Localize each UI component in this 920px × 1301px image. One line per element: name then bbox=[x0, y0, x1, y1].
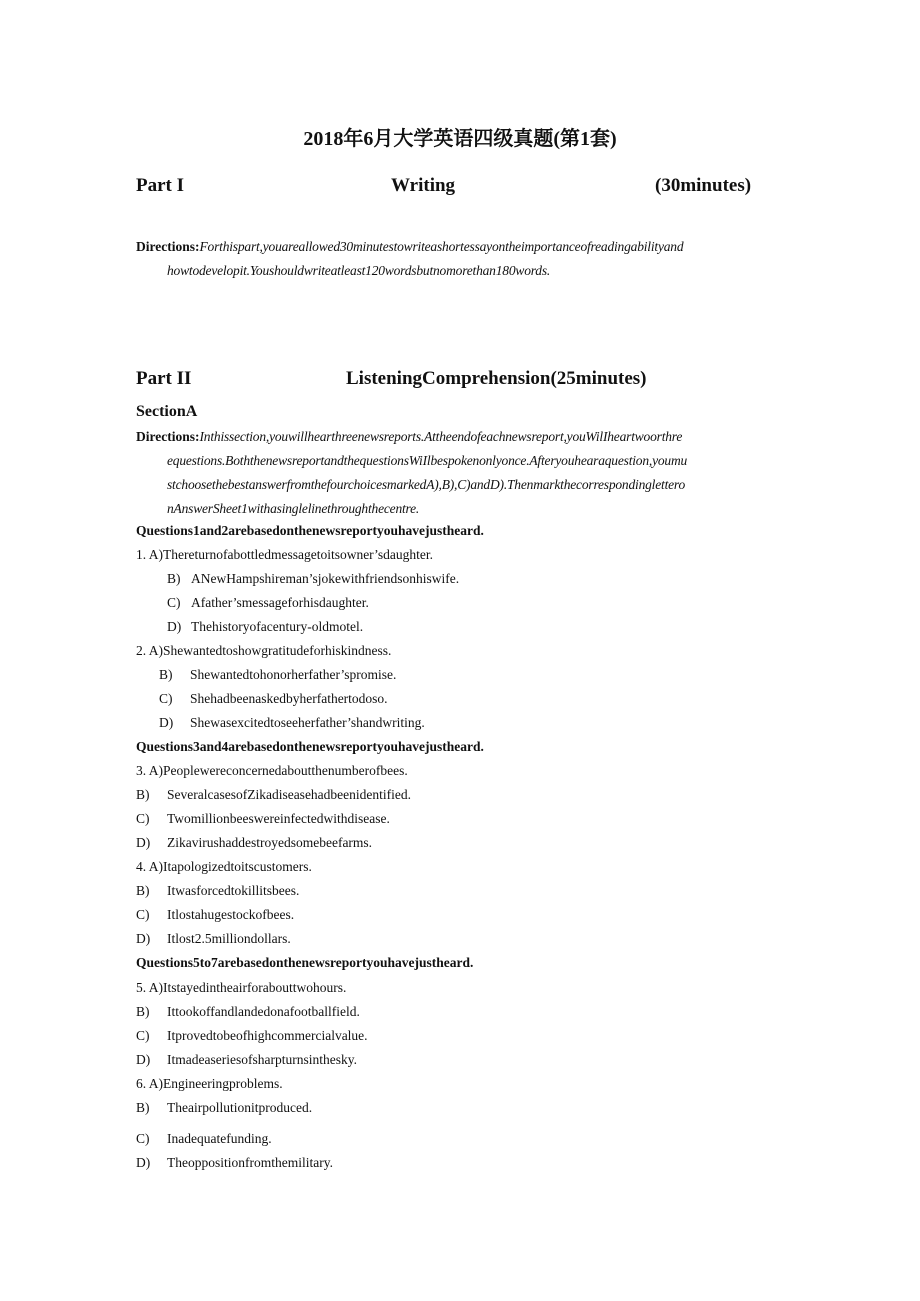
q5-option-d: D) Itmadeaseriesofsharpturnsinthesky. bbox=[136, 1052, 357, 1067]
q5-option-a: 5. A)Itstayedintheairforabouttwohours. bbox=[136, 980, 347, 995]
part2-directions-line-1 bbox=[136, 425, 682, 449]
q6-option-a: 6. A)Engineeringproblems. bbox=[136, 1076, 283, 1091]
page-title: 2018年6月大学英语四级真题(第1套) bbox=[303, 128, 617, 150]
q2-option-c: C) Shehadbeenaskedbyherfathertodoso. bbox=[159, 691, 388, 706]
q3-option-d: D) Zikavirushaddestroyedsomebeefarms. bbox=[136, 835, 373, 850]
q4-option-b: B) Itwasforcedtokillitsbees. bbox=[136, 883, 300, 898]
part2-directions-line-3: stchoosethebestanswerfromthefourchoicesmarkedA),B),C)andD).Thenmarkthecorrespondinglettero bbox=[167, 477, 686, 492]
part1-name: Writing bbox=[391, 175, 456, 196]
q2-option-b: B) Shewantedtohonorherfather’spromise. bbox=[159, 667, 397, 682]
part2-name: ListeningComprehension(25minutes) bbox=[346, 368, 647, 389]
q4-option-c: C) Itlostahugestockofbees. bbox=[136, 907, 295, 922]
part1-directions-line-2: howtodevelopit.Youshouldwriteatleast120wordsbutnomorethan180words. bbox=[167, 263, 551, 278]
q3-option-a: 3. A)Peoplewereconcernedaboutthenumberofbees. bbox=[136, 763, 408, 778]
section-a-heading: SectionA bbox=[136, 403, 198, 420]
part2-directions-line-4: nAnswerSheet1withasinglelinethroughthecentre. bbox=[167, 501, 420, 516]
part1-label: Part I bbox=[136, 175, 185, 196]
q1-option-c: C) Afather’smessageforhisdaughter. bbox=[167, 595, 369, 610]
part1-directions-line-1 bbox=[136, 235, 683, 259]
q1-option-a: 1. A)Thereturnofabottledmessagetoitsowner’sdaughter. bbox=[136, 547, 434, 562]
q3-option-b: B) SeveralcasesofZikadiseasehadbeenidentified. bbox=[136, 787, 412, 802]
q6-option-d: D) Theoppositionfromthemilitary. bbox=[136, 1155, 333, 1170]
questions-3-4-heading: Questions3and4arebasedonthenewsreportyouhavejustheard. bbox=[136, 739, 484, 754]
q3-option-c: C) Twomillionbeeswereinfectedwithdisease. bbox=[136, 811, 390, 826]
part1-directions-text: Forthispart,youareallowed30minutestowriteashortessayontheimportanceofreadingabilityand bbox=[199, 239, 684, 254]
q2-option-d: D) Shewasexcitedtoseeherfather’shandwriting. bbox=[159, 715, 425, 730]
part2-directions-text: Inthissection,youwillhearthreenewsreports.Attheendofeachnewsreport,youWilIheartwoorthre bbox=[199, 429, 683, 444]
part2-directions-line-2: equestions.BoththenewsreportandthequestionsWiIlbespokenonlyonce.Afteryouhearaquestion,youmu bbox=[167, 453, 688, 468]
part2-directions-label: Directions: bbox=[136, 429, 200, 444]
questions-1-2-heading: Questions1and2arebasedonthenewsreportyouhavejustheard. bbox=[136, 523, 484, 538]
q4-option-a: 4. A)Itapologizedtoitscustomers. bbox=[136, 859, 312, 874]
part1-directions-label: Directions: bbox=[136, 239, 200, 254]
q4-option-d: D) Itlost2.5milliondollars. bbox=[136, 931, 291, 946]
q1-option-d: D) Thehistoryofacentury-oldmotel. bbox=[167, 619, 364, 634]
q5-option-c: C) Itprovedtobeofhighcommercialvalue. bbox=[136, 1028, 368, 1043]
q2-option-a: 2. A)Shewantedtoshowgratitudeforhiskindness. bbox=[136, 643, 392, 658]
part1-time: (30minutes) bbox=[655, 175, 752, 196]
q5-option-b: B) Ittookoffandlandedonafootballfield. bbox=[136, 1004, 360, 1019]
part2-label: Part II bbox=[136, 368, 192, 389]
questions-5-7-heading: Questions5to7arebasedonthenewsreportyouhavejustheard. bbox=[136, 955, 474, 970]
q6-option-b: B) Theairpollutionitproduced. bbox=[136, 1100, 313, 1115]
q6-option-c: C) Inadequatefunding. bbox=[136, 1131, 272, 1146]
q1-option-b: B) ANewHampshireman’sjokewithfriendsonhiswife. bbox=[167, 571, 460, 586]
